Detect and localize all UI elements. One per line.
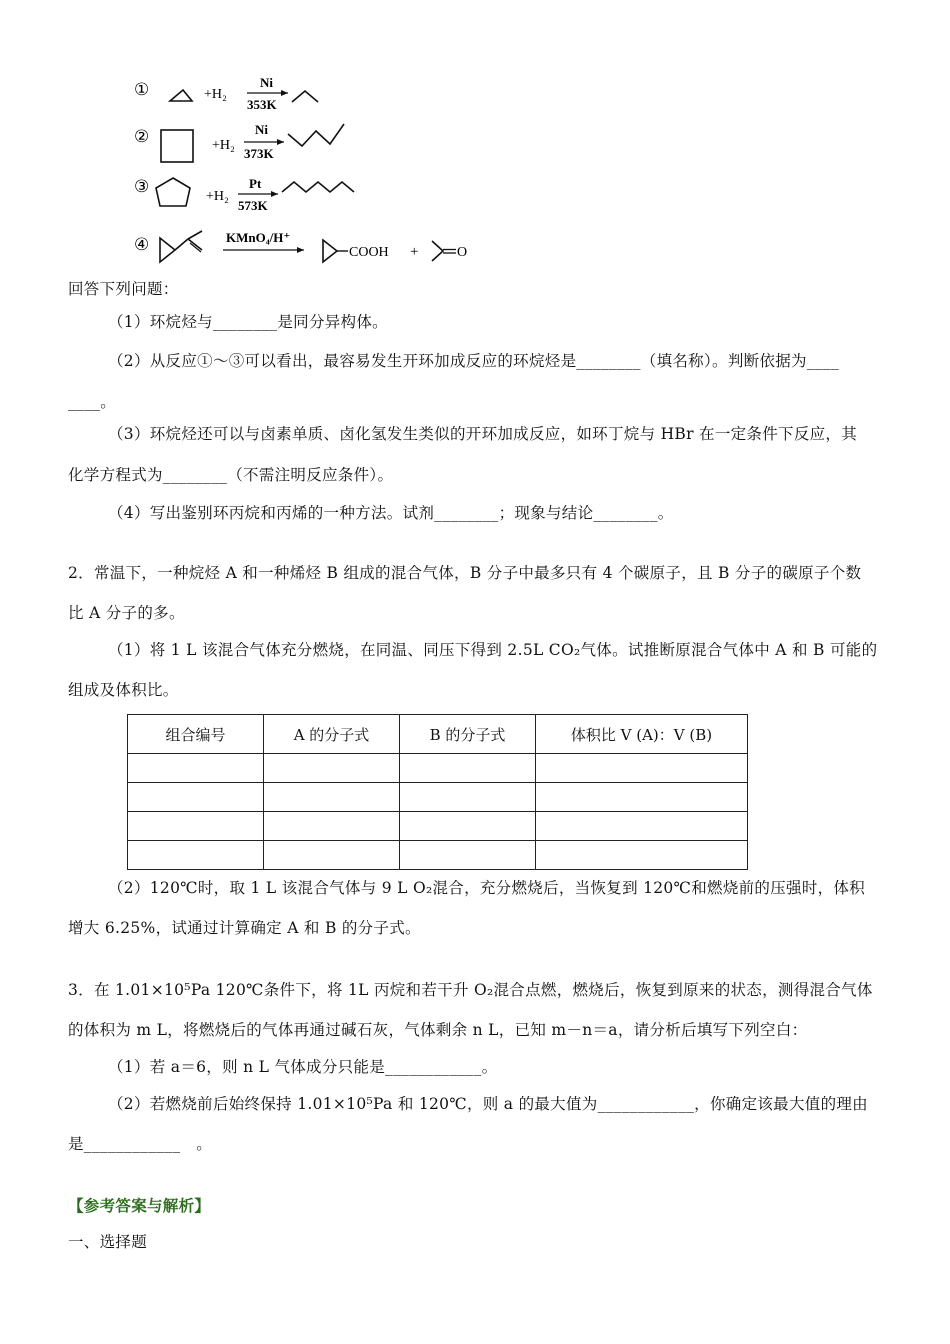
q2-sub-2-line-1: （2）120℃时，取 1 L 该混合气体与 9 L O₂混合，充分燃烧后，当恢复到 120℃和燃烧前的压强时，体积 — [108, 879, 866, 897]
reaction-2 — [130, 118, 370, 166]
reaction-2-catalyst: Ni — [255, 122, 268, 137]
table-header-cell: A 的分子式 — [264, 715, 400, 754]
q1-part-3-line-2: 化学方程式为________（不需注明反应条件）。 — [68, 466, 394, 484]
reaction-1-catalyst: Ni — [260, 75, 273, 90]
acetone-icon — [432, 241, 443, 261]
reaction-3-number: ③ — [134, 177, 150, 196]
table-header-cell: 组合编号 — [128, 715, 264, 754]
cyclopropyl-icon — [323, 240, 337, 262]
reaction-1-temperature: 353K — [247, 97, 277, 112]
reaction-1-h2: +H₂ — [204, 87, 227, 102]
reaction-4-acid: COOH — [349, 245, 389, 260]
reaction-4-oxygen: O — [457, 245, 468, 260]
table-row — [128, 841, 748, 870]
table-row — [128, 812, 748, 841]
cyclobutane-icon — [161, 130, 193, 162]
reaction-1-number: ① — [134, 80, 150, 99]
composition-table — [127, 714, 748, 870]
table-cell — [536, 841, 748, 870]
reaction-3 — [130, 172, 370, 216]
table-cell — [536, 783, 748, 812]
q2-sub-1-line-2: 组成及体积比。 — [68, 681, 179, 699]
table-cell — [400, 812, 536, 841]
q1-part-2-line-2: ____。 — [68, 393, 117, 411]
reaction-2-temperature: 373K — [244, 146, 274, 161]
reaction-1 — [130, 76, 350, 112]
table-cell — [400, 754, 536, 783]
table-cell — [264, 754, 400, 783]
reaction-3-scheme — [130, 172, 370, 216]
reaction-4-number: ④ — [134, 235, 150, 254]
reaction-4 — [130, 224, 490, 268]
section-one-title: 一、选择题 — [68, 1233, 148, 1251]
table-row — [128, 754, 748, 783]
q1-part-3-line-1: （3）环烷烃还可以与卤素单质、卤化氢发生类似的开环加成反应，如环丁烷与 HBr 在一定条件下反应，其 — [108, 425, 858, 443]
table-header-cell: 体积比 V (A)：V (B) — [536, 715, 748, 754]
q3-sub-1: （1）若 a＝6，则 n L 气体成分只能是____________。 — [108, 1058, 498, 1076]
cyclopropane-ring-icon — [160, 238, 175, 262]
table-header-cell: B 的分子式 — [400, 715, 536, 754]
table-header-row — [128, 715, 748, 754]
table-cell — [128, 841, 264, 870]
table-cell — [264, 783, 400, 812]
reaction-2-number: ② — [134, 127, 150, 146]
q3-sub-2-line-1: （2）若燃烧前后始终保持 1.01×10⁵Pa 和 120℃，则 a 的最大值为____________，你确定该最大值的理由 — [108, 1095, 868, 1113]
answer-heading: 【参考答案与解析】 — [68, 1196, 211, 1215]
butane-icon — [288, 124, 344, 146]
table-cell — [264, 812, 400, 841]
q3-line-2: 的体积为 m L，将燃烧后的气体再通过碱石灰，气体剩余 n L，已知 m－n＝a，请分析后填写下列空白： — [68, 1021, 808, 1039]
reaction-4-plus: + — [410, 244, 419, 260]
table-cell — [400, 841, 536, 870]
q1-part-4: （4）写出鉴别环丙烷和丙烯的一种方法。试剂________；现象与结论________。 — [108, 504, 674, 522]
q2-line-2: 比 A 分子的多。 — [68, 604, 185, 622]
table-cell — [400, 783, 536, 812]
reaction-3-catalyst: Pt — [249, 176, 262, 191]
q1-part-1: （1）环烷烃与________是同分异构体。 — [108, 313, 388, 331]
reaction-4-scheme — [130, 224, 490, 268]
reaction-1-scheme — [130, 76, 350, 112]
reaction-3-h2: +H₂ — [206, 189, 229, 204]
reaction-4-reagent: KMnO₄/H⁺ — [226, 230, 291, 245]
table-cell — [128, 783, 264, 812]
table-cell — [128, 754, 264, 783]
table-cell — [128, 812, 264, 841]
q2-sub-2-line-2: 增大 6.25%，试通过计算确定 A 和 B 的分子式。 — [68, 919, 421, 937]
table-row — [128, 783, 748, 812]
propane-icon — [292, 91, 318, 102]
q1-part-2-line-1: （2）从反应①～③可以看出，最容易发生开环加成反应的环烷烃是________（填名称）。判断依据为____ — [108, 352, 840, 370]
q1-intro: 回答下列问题： — [68, 280, 179, 298]
cyclopropane-icon — [170, 90, 192, 101]
reaction-2-h2: +H₂ — [212, 138, 235, 153]
pentane-icon — [282, 182, 354, 192]
cyclopentane-icon — [156, 178, 190, 206]
table-cell — [264, 841, 400, 870]
table-cell — [536, 754, 748, 783]
reaction-3-temperature: 573K — [238, 198, 268, 213]
table-cell — [536, 812, 748, 841]
q2-sub-1-line-1: （1）将 1 L 该混合气体充分燃烧，在同温、同压下得到 2.5L CO₂气体。试推断原混合气体中 A 和 B 可能的 — [108, 641, 878, 659]
q3-line-1: 3．在 1.01×10⁵Pa 120℃条件下，将 1L 丙烷和若干升 O₂混合点燃，燃烧后，恢复到原来的状态，测得混合气体 — [68, 981, 873, 999]
reaction-2-scheme — [130, 118, 370, 166]
q2-line-1: 2．常温下，一种烷烃 A 和一种烯烃 B 组成的混合气体，B 分子中最多只有 4 个碳原子，且 B 分子的碳原子个数 — [68, 564, 862, 582]
q3-sub-2-line-2: 是____________ 。 — [68, 1135, 213, 1153]
